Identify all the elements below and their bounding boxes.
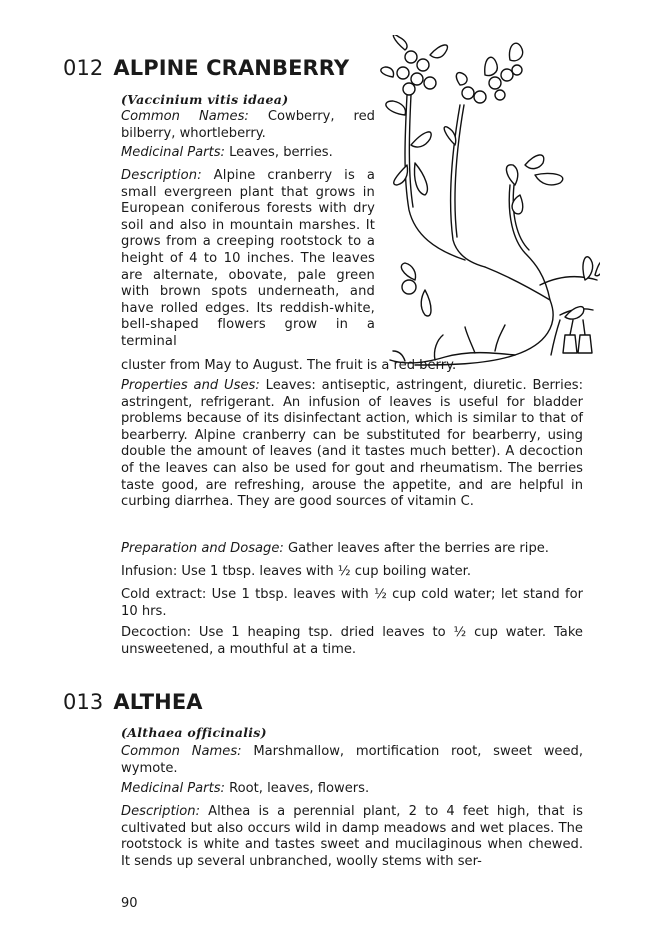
- description-label: Description:: [121, 804, 200, 819]
- description-continued: cluster from May to August. The fruit is a red berry.: [121, 358, 457, 373]
- medicinal-parts-label: Medicinal Parts:: [121, 781, 225, 796]
- description-text: Althea is a perennial plant, 2 to 4 feet high, that is cultivated but also occurs wild in damp meadows and wet places. The rootstock is white and tastes sweet and mucilaginous when chewed. It sends up several unbranched, woolly stems with ser-: [121, 804, 583, 869]
- properties-label: Properties and Uses:: [121, 378, 260, 393]
- medicinal-parts-label: Medicinal Parts:: [121, 145, 225, 160]
- preparation-label: Preparation and Dosage:: [121, 541, 284, 556]
- medicinal-parts-text: Root, leaves, flowers.: [224, 781, 370, 796]
- plant-drawing-icon: [375, 35, 600, 370]
- preparation-text: Gather leaves after the berries are ripe.: [283, 541, 549, 556]
- decoction-instructions: Decoction: Use 1 heaping tsp. dried leaves to ½ cup water. Take unsweetened, a mouthful at a time.: [121, 625, 583, 657]
- entry-number: 013: [63, 690, 104, 714]
- infusion-instructions: Infusion: Use 1 tbsp. leaves with ½ cup boiling water.: [121, 564, 471, 579]
- description: [121, 168, 375, 351]
- entry-name: ALPINE CRANBERRY: [113, 56, 350, 80]
- common-names-label: Common Names:: [121, 744, 242, 759]
- cold-extract-instructions: Cold extract: Use 1 tbsp. leaves with ½ cup cold water; let stand for 10 hrs.: [121, 587, 583, 619]
- properties-and-uses: [121, 378, 583, 511]
- description: [121, 804, 583, 870]
- medicinal-parts: [121, 145, 375, 162]
- common-names-text: Marshmallow, mortification root, sweet weed, wymote.: [121, 744, 583, 776]
- alpine-cranberry-illustration: [375, 35, 600, 370]
- common-names: [121, 744, 583, 777]
- common-names-label: Common Names:: [121, 109, 249, 124]
- entry-number: 012: [63, 56, 104, 80]
- medicinal-parts: [121, 781, 583, 798]
- latin-name: (Vaccinium vitis idaea): [121, 92, 289, 107]
- medicinal-parts-text: Leaves, berries.: [224, 145, 333, 160]
- common-names-text: Cowberry, red bilberry, whortleberry.: [121, 109, 375, 141]
- description-text: Alpine cranberry is a small evergreen plant that grows in European coniferous forests with dry soil and also in mountain marshes. It grows from a creeping rootstock to a height of 4 to 10 inches. The leaves are alternate, obovate, pale green with brown spots underneath, and have rolled edges. Its reddish-white, bell-shaped flowers grow in a terminal: [121, 168, 375, 349]
- description-label: Description:: [121, 168, 202, 183]
- page-number: 90: [121, 896, 138, 911]
- properties-text: Leaves: antiseptic, astringent, diuretic. Berries: astringent, refrigerant. An infusion of leaves is useful for bladder problems because of its disinfectant action, which is similar to that of bearberry. Alpine cranberry can be substituted for bearberry, using double the amount of leaves (and it tastes much better). A decoction of the leaves can also be used for gout and rheumatism. The berries taste good, are refreshing, arouse the appetite, and are helpful in curbing diarrhea. They are good sources of vitamin C.: [121, 378, 583, 510]
- common-names: [121, 109, 375, 142]
- entry-heading-012: [63, 56, 349, 80]
- entry-name: ALTHEA: [113, 690, 203, 714]
- preparation-and-dosage: [121, 541, 583, 558]
- latin-name: (Althaea officinalis): [121, 725, 267, 740]
- entry-heading-013: [63, 690, 203, 714]
